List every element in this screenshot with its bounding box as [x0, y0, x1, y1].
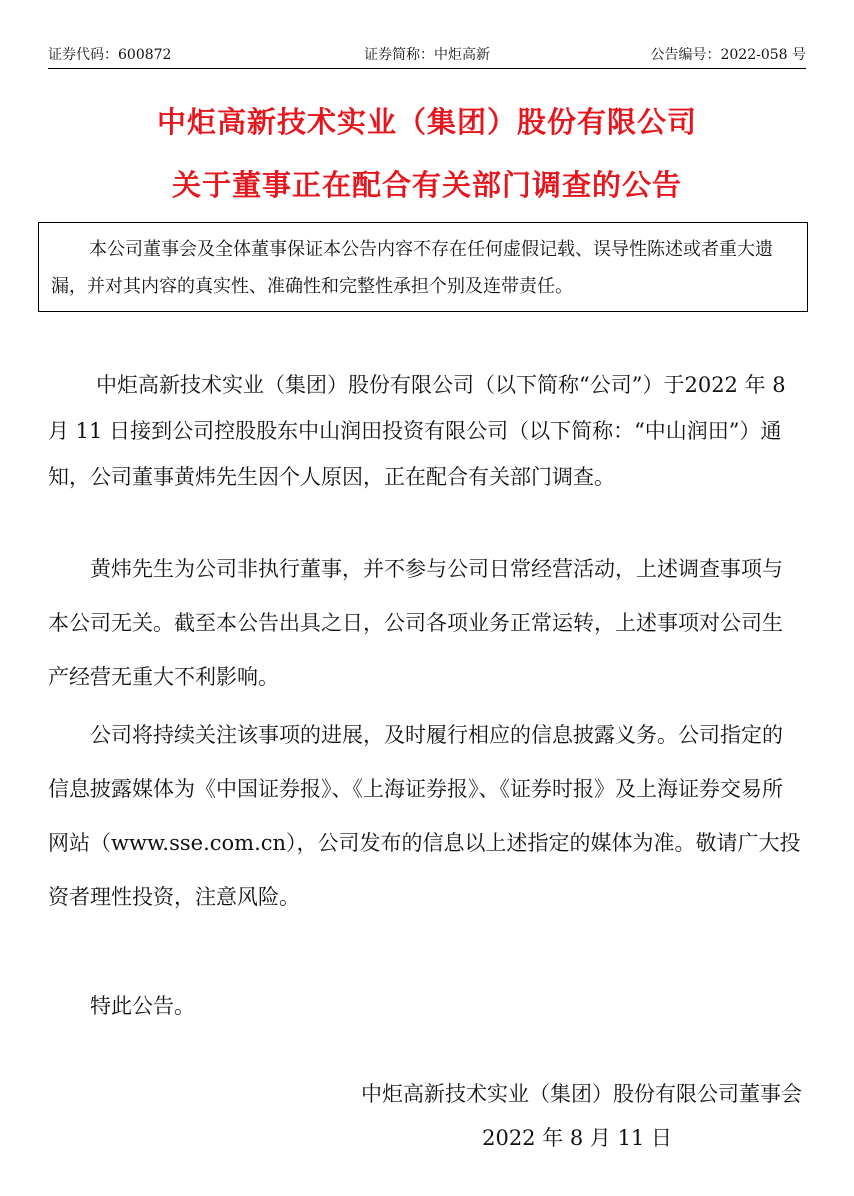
signature-date: 2022 年 8 月 11 日 — [482, 1126, 672, 1150]
document-header — [48, 44, 806, 66]
closing-remark: 特此公告。 — [90, 994, 195, 1018]
paragraph-3: 公司将持续关注该事项的进展，及时履行相应的信息披露义务。公司指定的信息披露媒体为《中国证券报》、《上海证券报》、《证券时报》及上海证券交易所网站（www.sse.com.cn），公司发布的信息以上述指定的媒体为准。敬请广大投资者理性投资，注意风险。 — [48, 723, 801, 909]
document-title-line1: 中炬高新技术实业（集团）股份有限公司 — [156, 105, 697, 139]
paragraph-2: 黄炜先生为公司非执行董事，并不参与公司日常经营活动，上述调查事项与本公司无关。截至本公告出具之日，公司各项业务正常运转，上述事项对公司生产经营无重大不利影响。 — [48, 557, 783, 689]
document-title-line2: 关于董事正在配合有关部门调查的公告 — [171, 168, 682, 202]
disclaimer-box: 本公司董事会及全体董事保证本公告内容不存在任何虚假记载、误导性陈述或者重大遗漏，并对其内容的真实性、准确性和完整性承担个别及连带责任。 — [38, 222, 808, 312]
notice-number: 公告编号：2022-058 号 — [650, 47, 806, 63]
stock-code: 证券代码：600872 — [48, 47, 172, 63]
header-divider — [48, 68, 806, 69]
signature: 中炬高新技术实业（集团）股份有限公司董事会 — [361, 1082, 802, 1106]
paragraph-1: 中炬高新技术实业（集团）股份有限公司（以下简称“公司”）于2022 年 8 月 11 日接到公司控股股东中山润田投资有限公司（以下简称：“中山润田”）通知，公司董事黄炜先生因个人原因，正在配合有关部门调查。 — [48, 373, 786, 489]
stock-abbreviation: 证券简称：中炬高新 — [364, 47, 490, 63]
